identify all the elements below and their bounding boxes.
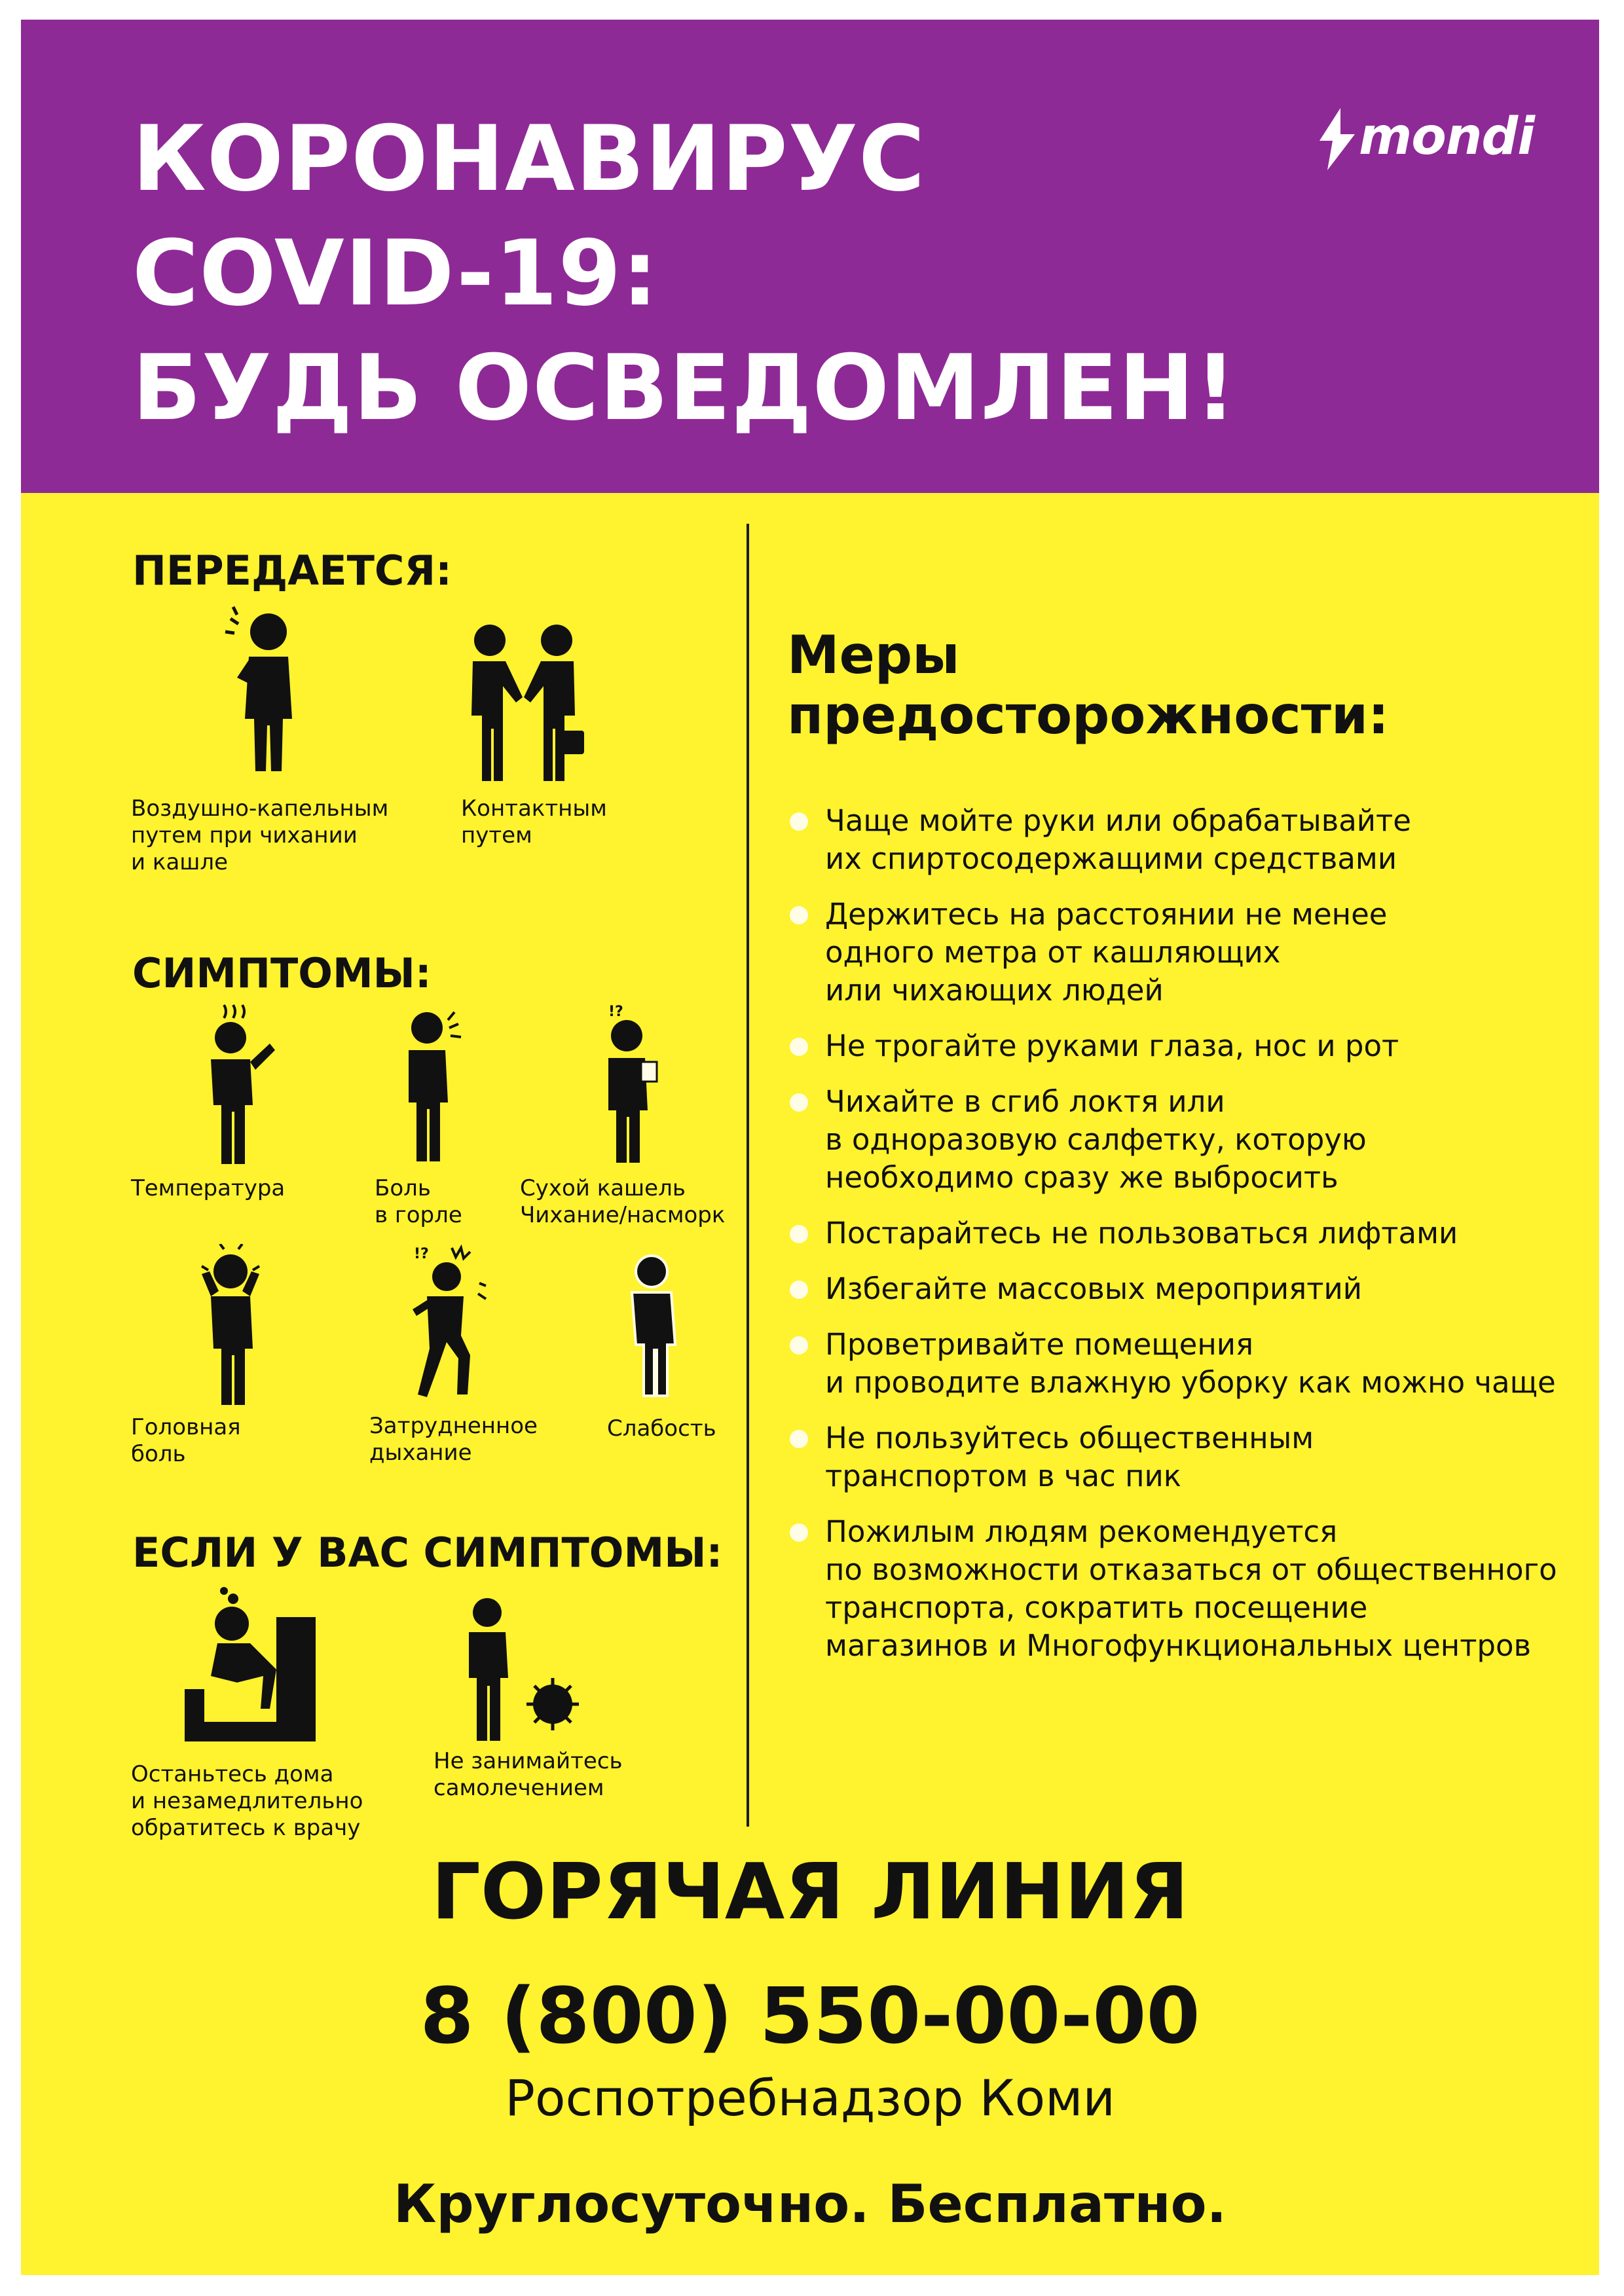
logo-mark-icon [1314,105,1360,177]
coughing-person-icon [594,1002,666,1165]
logo-text: mondi [1359,107,1534,166]
if-symptoms-stay-home-label: Останьтесь дома и незамедлительно обратитесь к врачу [131,1761,363,1841]
measure-item: Чаще мойте руки или обрабатывайте их спиртосодержащими средствами [787,802,1573,878]
hotline-title: ГОРЯЧАЯ ЛИНИЯ [431,1846,1189,1937]
svg-text:!?: !? [608,1004,623,1020]
header-banner [21,20,1599,493]
bullet-dot [790,1038,808,1056]
transmission-heading: ПЕРЕДАЕТСЯ: [132,547,452,594]
measures-list [787,802,1573,1683]
person-with-virus-icon [458,1594,583,1745]
headache-person-icon [185,1244,276,1408]
measure-item: Постарайтесь не пользоваться лифтами [787,1214,1573,1252]
if-symptoms-heading: ЕСЛИ У ВАС СИМПТОМЫ: [132,1529,723,1576]
symptoms-heading: СИМПТОМЫ: [132,949,432,997]
bullet-dot [790,1430,808,1448]
transmission-airborne-label: Воздушно-капельным путем при чихании и кашле [131,795,389,875]
measure-item: Не пользуйтесь общественным транспортом в час пик [787,1419,1573,1495]
title-line-3: БУДЬ ОСВЕДОМЛЕН! [132,335,1237,441]
bullet-dot [790,1281,808,1299]
title-line-2: COVID-19: [132,221,659,326]
breathless-person-icon [401,1244,499,1401]
symptom-weakness-label: Слабость [607,1415,716,1442]
transmission-contact-label: Контактным путем [461,795,607,848]
bullet-dot [790,1523,808,1542]
hotline-organization: Роспотребнадзор Коми [505,2069,1115,2127]
sore-throat-person-icon [394,1002,466,1165]
measure-item: Не трогайте руками глаза, нос и рот [787,1027,1573,1065]
symptom-cough-label: Сухой кашель Чихание/насморк [520,1175,726,1228]
hotline-phone: 8 (800) 550-00-00 [420,1971,1200,2061]
fever-person-icon [185,1002,276,1165]
poster [21,20,1599,2275]
measures-title: Меры предосторожности: [787,625,1390,746]
weak-person-icon [619,1252,684,1399]
title-line-1: КОРОНАВИРУС [132,106,926,211]
symptom-fever-label: Температура [131,1175,286,1201]
svg-text:!?: !? [414,1246,429,1262]
bullet-dot [790,812,808,831]
symptom-sore-throat-label: Боль в горле [375,1175,462,1228]
measure-item: Избегайте массовых мероприятий [787,1270,1573,1308]
measure-item: Пожилым людям рекомендуется по возможности отказаться от общественного транспорта, сократить посещение магазинов и Многофункциональных центров [787,1513,1573,1665]
if-symptoms-no-self-treatment-label: Не занимайтесь самолечением [434,1748,623,1801]
bullet-dot [790,1093,808,1112]
mondi-logo [1314,105,1534,177]
bullet-dot [790,1225,808,1243]
measure-item: Держитесь на расстоянии не менее одного метра от кашляющих или чихающих людей [787,896,1573,1010]
bullet-dot [790,1336,808,1355]
symptom-headache-label: Головная боль [131,1414,241,1467]
column-divider [747,524,749,1827]
sneezing-person-icon [217,606,316,776]
handshake-icon [458,621,589,781]
hotline-footer: Круглосуточно. Бесплатно. [394,2174,1227,2234]
person-on-couch-icon [178,1584,329,1745]
bullet-dot [790,906,808,924]
measure-item: Проветривайте помещения и проводите влажную уборку как можно чаще [787,1326,1573,1402]
measure-item: Чихайте в сгиб локтя или в одноразовую салфетку, которую необходимо сразу же выбросить [787,1083,1573,1197]
symptom-breathing-label: Затрудненное дыхание [369,1413,538,1466]
poster-title [132,101,1237,445]
